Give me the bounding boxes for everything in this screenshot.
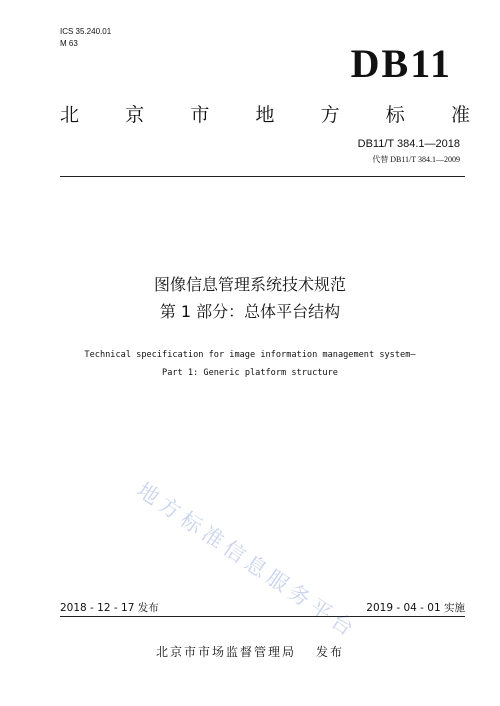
issuer-action: 发布 <box>316 645 345 659</box>
footer-divider <box>60 616 465 617</box>
english-title-line2: Part 1: Generic platform structure <box>162 368 338 378</box>
banner-char: 准 <box>450 104 470 126</box>
standard-number: DB11/T 384.1—2018 <box>357 138 460 150</box>
implement-date: 2019 - 04 - 01 实施 <box>366 602 465 614</box>
ics-classification <box>60 26 111 50</box>
chinese-title-line2: 第 1 部分：总体平台结构 <box>159 302 341 321</box>
english-title-line1: Technical specification for image information management system— <box>84 350 416 360</box>
standard-code-logo: DB11 <box>350 41 452 86</box>
banner-char: 京 <box>125 104 145 126</box>
issuer-line <box>0 643 500 660</box>
category-code: M 63 <box>60 39 78 48</box>
banner-char: 地 <box>255 104 275 126</box>
banner-char: 北 <box>60 104 80 126</box>
banner-char: 市 <box>190 104 210 126</box>
watermark: 地方标准信息服务平台 <box>132 477 362 644</box>
header-divider <box>60 176 465 177</box>
chinese-title <box>0 271 500 325</box>
banner-char: 标 <box>385 104 405 126</box>
english-title <box>0 346 500 382</box>
publish-date: 2018 - 12 - 17 发布 <box>60 602 159 614</box>
ics-code: ICS 35.240.01 <box>60 27 112 36</box>
banner-char: 方 <box>320 104 340 126</box>
local-standard-banner <box>60 100 470 127</box>
issuer-name: 北京市市场监督管理局 <box>155 645 296 659</box>
chinese-title-line1: 图像信息管理系统技术规范 <box>153 275 346 294</box>
replaces-note: 代替 DB11/T 384.1—2009 <box>372 155 460 164</box>
